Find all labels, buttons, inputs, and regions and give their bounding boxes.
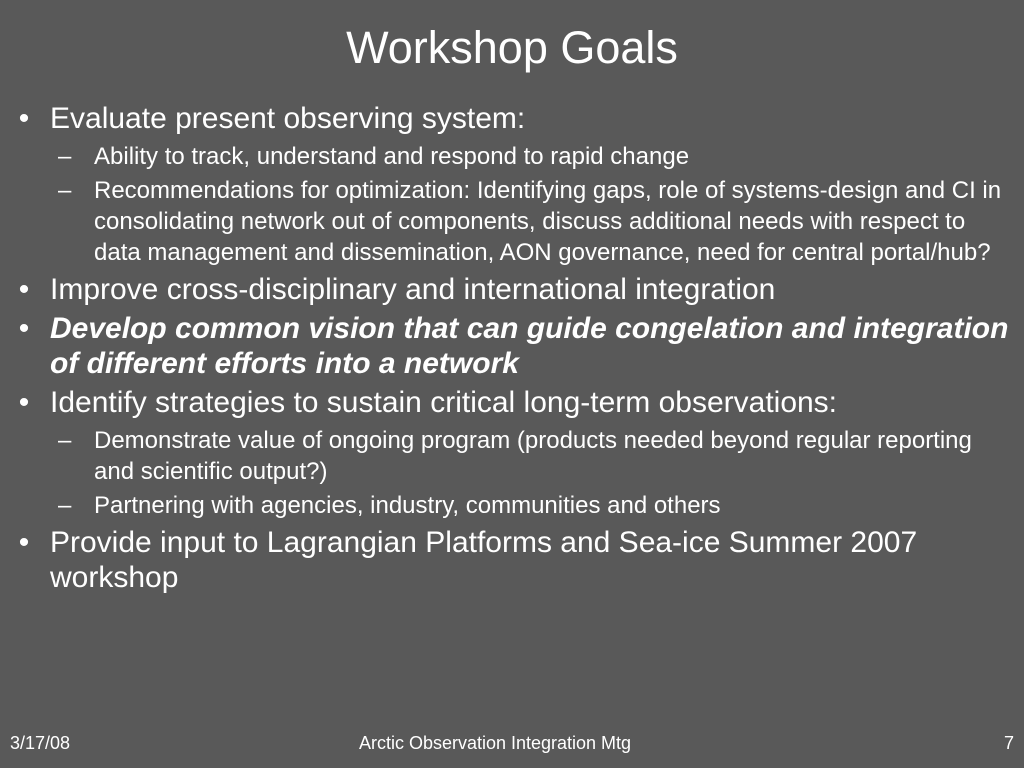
sub-bullet-list: [50, 425, 1018, 521]
bullet-text: Improve cross-disciplinary and international integration: [50, 273, 776, 306]
sub-bullet-text: Partnering with agencies, industry, communities and others: [94, 492, 721, 519]
bullet-marker: •: [18, 312, 30, 345]
bullet-text: Evaluate present observing system:: [50, 102, 526, 135]
sub-bullet-marker: –: [58, 177, 72, 204]
bullet-text: Provide input to Lagrangian Platforms and Sea-ice Summer 2007 workshop: [50, 526, 918, 594]
sub-bullet-marker: –: [58, 143, 72, 170]
sub-bullet-text: Ability to track, understand and respond to rapid change: [94, 143, 690, 170]
bullet-item: [14, 272, 1018, 307]
bullet-marker: •: [18, 386, 30, 419]
slide-title: Workshop Goals: [346, 22, 678, 73]
sub-bullet-item: [50, 141, 1018, 172]
footer-title: Arctic Observation Integration Mtg: [358, 733, 632, 753]
sub-bullet-list: [50, 141, 1018, 268]
bullet-text: Identify strategies to sustain critical long-term observations:: [50, 386, 838, 419]
sub-bullet-marker: –: [58, 492, 72, 519]
bullet-item: [14, 525, 1018, 595]
sub-bullet-item: [50, 490, 1018, 521]
sub-bullet-text: Demonstrate value of ongoing program (products needed beyond regular reporting and scientific output?): [94, 427, 972, 485]
bullet-marker: •: [18, 526, 30, 559]
footer-date: 3/17/08: [10, 733, 71, 753]
sub-bullet-item: [50, 425, 1018, 487]
sub-bullet-marker: –: [58, 427, 72, 454]
sub-bullet-text: Recommendations for optimization: Identifying gaps, role of systems-design and CI in consolidating network out of components, discuss additional needs with respect to data management and dissemination, AON governance, need for central portal/hub?: [94, 177, 1002, 266]
bullet-text: Develop common vision that can guide congelation and integration of different efforts into a network: [50, 312, 1009, 380]
bullet-list: [14, 101, 1018, 599]
bullet-item-emphasized: [14, 311, 1018, 381]
sub-bullet-item: [50, 175, 1018, 268]
bullet-item: [14, 385, 1018, 521]
footer-page-number: 7: [1003, 733, 1014, 753]
bullet-marker: •: [18, 102, 30, 135]
bullet-marker: •: [18, 273, 30, 306]
bullet-item: [14, 101, 1018, 268]
